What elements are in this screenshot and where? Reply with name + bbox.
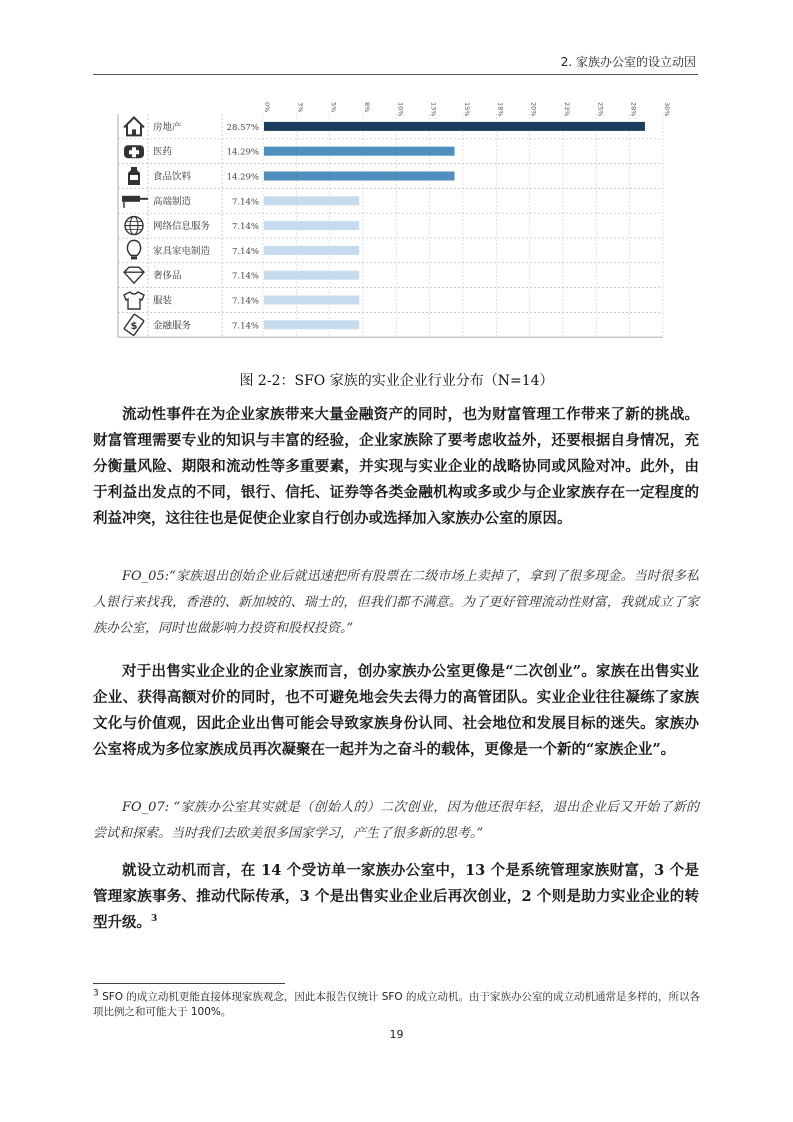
dollar-glyph-icon: $ xyxy=(130,320,138,332)
value-label: 7.14% xyxy=(231,197,259,208)
interview-quote-fo07: FO_07: “家族办公室其实就是（创始人的）二次创业，因为他还很年轻，退出企业后又开始了新的尝试和探索。当时我们去欧美很多国家学习，产生了很多新的思考。” xyxy=(93,800,699,841)
industry-distribution-chart xyxy=(0,0,793,360)
bar xyxy=(264,246,359,255)
bar xyxy=(264,221,359,230)
x-tick-label: 23% xyxy=(563,102,571,117)
x-tick-label: 10% xyxy=(396,102,405,117)
value-label: 7.14% xyxy=(231,321,259,332)
value-label: 7.14% xyxy=(231,222,259,233)
bottle-label-icon xyxy=(130,175,138,180)
x-tick-label: 8% xyxy=(363,102,371,113)
category-label: 金融服务 xyxy=(153,320,192,332)
x-tick-label: 5% xyxy=(329,102,338,113)
tshirt-icon xyxy=(124,292,144,309)
x-tick-label: 3% xyxy=(296,102,305,113)
value-label: 14.29% xyxy=(226,172,259,183)
x-tick-label: 15% xyxy=(463,102,471,117)
bar xyxy=(264,320,359,329)
footnote-rule xyxy=(93,983,285,984)
category-label: 房地产 xyxy=(153,121,182,133)
running-header-title: 2. 家族办公室的设立动因 xyxy=(560,55,696,69)
value-label: 28.57% xyxy=(226,122,259,133)
paragraph-motivation xyxy=(93,858,699,936)
lightbulb-icon xyxy=(127,240,140,255)
category-label: 服装 xyxy=(153,295,173,307)
bar xyxy=(264,147,455,156)
category-label: 医药 xyxy=(153,146,173,158)
x-tick-label: 0% xyxy=(263,102,271,113)
x-tick-label: 30% xyxy=(663,102,671,117)
value-label: 7.14% xyxy=(231,246,259,257)
value-label: 7.14% xyxy=(231,296,259,307)
bar xyxy=(264,172,455,181)
value-label: 7.14% xyxy=(231,271,259,282)
bar xyxy=(264,271,359,280)
category-label: 食品饮料 xyxy=(153,171,192,183)
x-tick-label: 25% xyxy=(596,102,605,117)
paragraph-second-venture: 对于出售实业企业的企业家族而言，创办家族办公室更像是“二次创业”。家族在出售实业企业、获得高额对价的同时，也不可避免地会失去得力的高管团队。实业企业往往凝练了家族文化与价值观，因此企业出售可能会导致家族身份认同、社会地位和发展目标的迷失。家族办公室将成为多位家族成员再次凝聚在一起并为之奋斗的载体，更像是一个新的“家族企业”。 xyxy=(93,663,699,758)
figure-caption: 图 2-2：SFO 家族的实业企业行业分布（N=14） xyxy=(239,373,554,389)
category-label: 家具家电制造 xyxy=(153,245,211,257)
footnote-text: SFO 的成立动机更能直接体现家族观念，因此本报告仅统计 SFO 的成立动机。由于家族办公室的成立动机通常是多样的，所以各项比例之和可能大于 100%。 xyxy=(93,991,701,1018)
value-label: 14.29% xyxy=(226,147,259,158)
bar xyxy=(264,296,359,305)
paragraph-motivation-text: 就设立动机而言，在 14 个受访单一家族办公室中，13 个是系统管理家族财富，3 个是管理家族事务、推动代际传承，3 个是出售实业企业后再次创业，2 个则是助力实业企业的转型升级。 xyxy=(93,862,699,931)
machine-arm-icon xyxy=(140,198,148,200)
category-label: 高端制造 xyxy=(153,196,192,208)
bar xyxy=(264,122,645,131)
interview-quote-fo05: FO_05:“家族退出创始企业后就迅速把所有股票在二级市场上卖掉了，拿到了很多现金。当时很多私人银行来找我，香港的、新加坡的、瑞士的，但我们都不满意。为了更好管理流动性财富，我就成立了家族办公室，同时也做影响力投资和股权投资。” xyxy=(93,569,699,636)
footnote-marker: 3 xyxy=(93,988,99,999)
x-tick-label: 28% xyxy=(629,102,638,117)
footnote xyxy=(93,990,701,1020)
diamond-icon xyxy=(124,267,144,283)
category-label: 奢侈品 xyxy=(153,270,182,282)
lightbulb-base-icon xyxy=(131,256,137,259)
house-door-icon xyxy=(132,129,136,135)
x-tick-label: 18% xyxy=(496,102,505,117)
machine-icon xyxy=(122,196,140,202)
x-tick-label: 13% xyxy=(429,102,438,117)
x-tick-label: 20% xyxy=(529,102,538,117)
paragraph-liquidity: 流动性事件在为企业家族带来大量金融资产的同时，也为财富管理工作带来了新的挑战。财富管理需要专业的知识与丰富的经验，企业家族除了要考虑收益外，还要根据自身情况，充分衡量风险、期限和流动性等多重要素，并实现与实业企业的战略协同或风险对冲。此外，由于利益出发点的不同，银行、信托、证券等各类金融机构或多或少与企业家族存在一定程度的利益冲突，这往往也是促使企业家自行创办或选择加入家族办公室的原因。 xyxy=(93,406,699,527)
bar xyxy=(264,196,359,205)
category-label: 网络信息服务 xyxy=(153,221,211,233)
footnote-reference: 3 xyxy=(151,914,158,925)
page-number: 19 xyxy=(389,1028,404,1041)
